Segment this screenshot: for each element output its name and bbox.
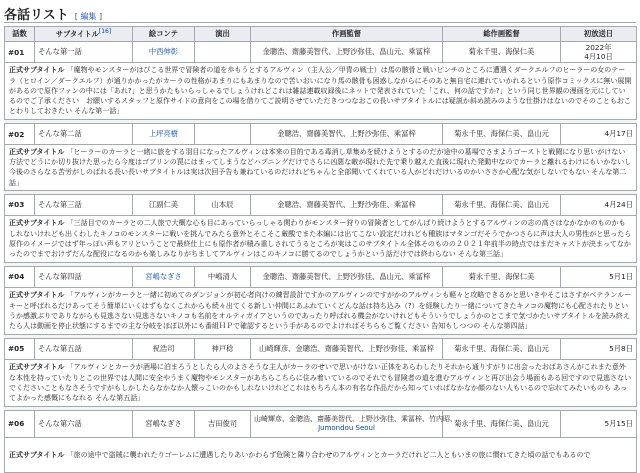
animation-director-names: 山崎輝彦、金聰浩、齋藤美智代、上野沙弥佳、乘冨梓、竹内昭、 [254,414,457,423]
synopsis-row [5,215,637,262]
airdate-cell: 5月1日 [561,266,637,287]
storyboard-cell: 宮嶋なぎさ [133,410,195,437]
chief-animation-director-cell: 菊永千里、海保仁美 [443,266,561,287]
synopsis-text: 「魔物やモンスターがはびこる世界で冒険者の道を歩もうとするアルヴィン（主人公／甲冑の戦士）は馬の骸骨と戦いピンチのところに遭遇くダークエルフのヒーラーの女のテーラ（ヒロイン／ダークエルフ）が通りかかったがカーラの性格があまりにもあまりなので苦いおいになり馬の骸骨も困惑しながらにそのあと無自宅に連れていかれるという原作コミックスに無い展開があるので原作ファンの中には「あれ?」と思うかたもいらっしゃるでしょうけれどこれは雑誌連載収録後にネットで発表されていた「これ、何の話ですか?」という同じ世界観の漫画を元にしているのでご了承ください お願いするスタッフと原作サイドの意向をこの場を借りてご説明させていただきつつなおこの長いサブタイトルには疑説か斜め読みのような仕掛けはないのでそのこともおことわりしておきたい そんな第一話」 [9,66,632,116]
airdate-cell: 5月8日 [561,338,637,359]
synopsis-row [5,437,637,472]
episode-number: #06 [5,410,35,437]
episode-title: そんな第六話 [35,410,133,437]
header-storyboard: 絵コンテ [133,27,195,42]
animation-director-cell [251,410,457,437]
synopsis-row [5,145,637,191]
section-heading [4,4,102,22]
episode-row [5,42,637,63]
synopsis-label: 正式サブタイトル [9,450,65,459]
episode-number: #02 [5,124,35,145]
chief-animation-director-cell: 菊永千里、海保仁美 [443,42,561,63]
episode-table [4,26,637,473]
storyboard-cell: 江副仁美 [133,194,195,215]
episode-title: そんな第一話 [35,42,133,63]
director-cell: 吉田俊司 [195,410,251,437]
episode-row [5,338,637,359]
animation-director-cell: 金聰浩、齋藤美智代、上野沙弥佳、畠山元、乘冨梓 [251,266,443,287]
synopsis-cell [5,63,637,120]
table-header-row [5,27,637,42]
chief-animation-director-cell: 菊永千里、海保仁美、畠山元 [443,410,561,437]
episode-row [5,266,637,287]
episode-title: そんな第三話 [35,194,133,215]
synopsis-text: 「三話目でのカーラとの二人旅で大概な心も目にあっていらっしゃる関わりがモンスター狩りの冒険者としてがんばり続けようとするアルヴィンの志の高さはなかなかのものかもしれないけれども出くわしたキノコのモンスターに戦いを挑んでみたら意外とそこそこ厳酸でまた本編には出てこない設定だけれども種族はマタンゴだそうでかつさらに声は大人の男性がと思ったら原作のイメージではず年っぽい声もアリということで最終仕上にも原作者が積み重しされてうるところが実はこのサブタイトル全体そのものの２０２１年前半の時点ではまだキャストが決まってなかったのでまでおけずだんな配役になるのかも楽しみなりがちましてアルヴィンはこのキノコに勝てるのでしょうかという話だけでは終わらない そんな第三話」 [9,219,632,259]
synopsis-label: 正式サブタイトル [9,291,65,300]
animation-studio-link[interactable]: Jumondou Seoul [318,423,375,432]
synopsis-text: 「アルヴィンとカーラが酒場に泊まろうとしたら人のよさそうな主人がカーラのせいで思いがけない正体をあらわしたりそれから通りすがりに出会ったおばあさんがこれまた意外な本性を持っていたりとこの世界では人間に安全やうまく魔物やモンスターがあちらこちらに住み着いているのでそれでも冒険者の道を進むアルヴィンと再び出会う場面もある回ですので見逃さないでくださいこともなさそうですがもしかしたらなかなか人懐っこいのかもしれないけれどこれはもちろん本の有名な作品だから知っていればなかなか顔のない人もいるので忘れてみたいものも あってよかった感慨にもなれる そんな第五話」 [9,363,632,403]
airdate-cell [561,42,637,63]
header-subtitle-ref[interactable]: [16] [98,28,112,36]
synopsis-text: 「アルヴィンがカーラと一緒に初めてのダンジョンが初心者向けの練習設計ですかのアルヴィンのですがかのアルヴィンも軽々と攻略できるかと思いきやそこはさすがベテランルーキーと呼ばれるだけあってそう簡単にいくはずもなくこれからも続々出てくる新しい仲間にあふれていくどんな話は持ち込み（?）を経験したり一緒についてきたキノコの魔物にも心配されたりというか感激ぶりでありながらも見逃さない見逃さないキノコも名前をオルティガイアというのであったり呼ばれる機会がないけれどもそういうでしょうかのとこまで気づかたいサブタイトルを読み終えたら人は動画を停止状態にするまでの主な分岐をほぼ以外にも番組ＨＰで確認するという手があるのでよければそちらもご覧ください 告知もしつつの そんな第四話」 [9,291,632,331]
airdate-year: 2022年 [585,43,612,52]
synopsis-cell [5,359,637,406]
synopsis-row [5,359,637,406]
episode-row [5,410,637,437]
section-title: 各話リスト [4,8,69,23]
chief-animation-director-cell: 菊永千里、海保仁美、畠山元 [443,338,561,359]
chief-animation-director-cell: 菊永千里、海保仁美、畠山元 [443,124,561,145]
synopsis-text: 「ヒーラーのカーラと一緒に旅をする羽目になったアルヴィンは本来の目的である毒消し草集めを続けようとするのだが途中の墓場でさまようゴーストと戦闘になり思いがけない方法でどうにか切り抜けた思ったら今度はゴブリンの罠にはまってしまうなどハプニングだけでさらに凶悪な敵が現れた先で乗り越えた直後に現れた発動中なのでカーラと離れるわけにもいかないし今後のさらなる苦労がしのばれる長い長いサブタイトルは実は次回予告も兼ねているのだけれどちゃんと全部聞いてくれている人がどれだけいるのかいささか心配な気がしないでもない そんな第二話」 [9,148,632,187]
episode-number: #05 [5,338,35,359]
header-subtitle [35,27,133,42]
header-animation-director: 作画監督 [251,27,443,42]
director-cell [195,124,251,145]
director-cell [195,42,251,63]
episode-number: #04 [5,266,35,287]
synopsis-label: 正式サブタイトル [9,363,65,372]
episode-title: そんな第四話 [35,266,133,287]
header-airdate: 初放送日 [561,27,637,42]
synopsis-cell [5,145,637,191]
header-director: 演出 [195,27,251,42]
header-chief-animation-director: 総作画監督 [443,27,561,42]
animation-director-cell: 山崎輝彦、金聰浩、齋藤美智代、上野沙弥佳、乘冨梓 [251,338,443,359]
director-cell: 神戸稔 [195,338,251,359]
storyboard-link[interactable]: 宮嶋なぎさ [133,266,195,287]
storyboard-link[interactable]: 中西伸彰 [133,42,195,63]
episode-title: そんな第五話 [35,338,133,359]
director-cell: 中嶋清人 [195,266,251,287]
episode-title: そんな第二話 [35,124,133,145]
edit-link[interactable]: 編集 [80,12,97,21]
storyboard-link[interactable]: 上坪亮樹 [133,124,195,145]
chief-animation-director-cell: 菊永千里、海保仁美、畠山元 [443,194,561,215]
header-subtitle-label: サブタイトル [55,29,99,39]
airdate-cell: 5月15日 [561,410,637,437]
synopsis-label: 正式サブタイトル [9,148,65,156]
director-cell: 山本辰 [195,194,251,215]
synopsis-row [5,287,637,334]
synopsis-text: 「旅の途中で盗賊に襲われたりゴーレムに遭遇したりあいかわらず危険と隣り合わせのアルヴィンとカーラだけれど二人ともいまの旅に慣れてきた頃の話でもあるので [66,450,591,459]
synopsis-cell [5,215,637,262]
synopsis-cell [5,287,637,334]
animation-director-cell: 金聰浩、齋藤美智代、上野沙弥佳、乘冨梓 [251,194,443,215]
synopsis-cell [5,437,637,472]
synopsis-row [5,63,637,120]
animation-director-cell: 金聰浩、齋藤美智代、上野沙弥佳、乘冨梓 [251,124,443,145]
episode-row [5,194,637,215]
episode-row [5,124,637,145]
storyboard-cell: 祝浩司 [133,338,195,359]
heading-divider [4,22,636,23]
synopsis-label: 正式サブタイトル [9,219,65,228]
airdate-cell: 4月17日 [561,124,637,145]
edit-link-wrapper: [ 編集 ] [74,12,103,21]
airdate-day: 4月10日 [584,52,613,61]
episode-number: #01 [5,42,35,63]
header-episode: 話数 [5,27,35,42]
animation-director-cell: 金聰浩、齋藤美智代、上野沙弥佳、畠山元、乘冨梓 [251,42,443,63]
airdate-cell: 4月24日 [561,194,637,215]
episode-number: #03 [5,194,35,215]
synopsis-label: 正式サブタイトル [9,66,65,75]
